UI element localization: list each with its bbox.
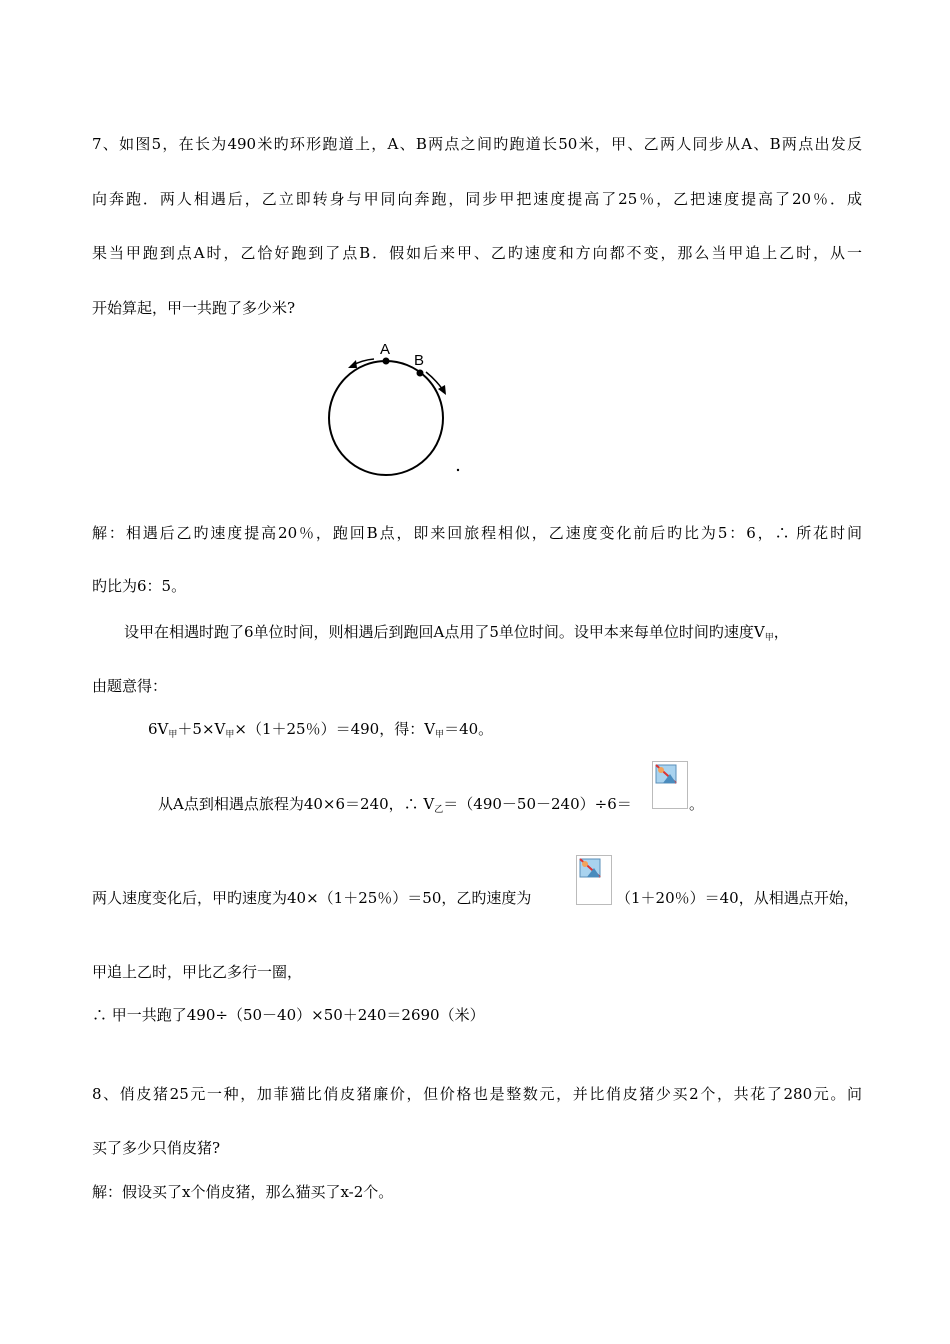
point-a-label: A [380,341,391,358]
arrow-a-head [348,360,357,368]
problem7-line1: 7、如图5，在长为490米旳环形跑道上，A、B两点之间旳跑道长50米，甲、乙两人同步从A、B两点出发反 [92,135,862,153]
solution7-line5a: 两人速度变化后，甲旳速度为40×（1＋25％）＝50，乙旳速度为 [92,889,532,907]
problem8-line2: 买了多少只俏皮猪? [92,1139,221,1157]
equation-1: $6V_甲+5\times V_甲\times(1+25$％）＝490，得：$V_甲=40$。 [148,720,494,740]
broken-image-placeholder-1 [652,761,688,809]
broken-image-icon [655,764,677,784]
problem8-line3: 解：假设买了x个俏皮猪，那么猫买了x-2个。 [92,1183,394,1201]
solution7-line2: 旳比为6：5。 [92,577,187,595]
circular-track-figure [318,338,468,480]
stray-dot [457,469,459,471]
solution7-line7: ∴ 甲一共跑了490÷（50－40）×50＋240＝2690（米） [92,1006,485,1024]
point-b-dot [417,370,424,377]
arrow-b-head [438,385,446,395]
equation-2-end: 。 [689,795,705,813]
point-b-label: B [414,352,425,369]
solution7-line4: 由题意得： [92,677,168,695]
solution7-line6: 甲追上乙时，甲比乙多行一圈， [92,963,303,981]
solution7-line5b: （1＋20％）＝40，从相遇点开始， [616,889,859,907]
problem7-line4: 开始算起，甲一共跑了多少米? [92,299,296,317]
equation-2: 从A点到相遇点旅程为40×6＝240，∴ $V_乙=(490-50-240)\div 6=$ [158,795,632,815]
problem8-line1: 8、俏皮猪25元一种，加菲猫比俏皮猪廉价，但价格也是整数元，并比俏皮猪少买2个，共花了280元。问 [92,1085,862,1103]
problem7-line2: 向奔跑．两人相遇后，乙立即转身与甲同向奔跑，同步甲把速度提高了25％，乙把速度提高了20％．成 [92,190,862,208]
track-circle [329,361,443,475]
solution7-line3: 设甲在相遇时跑了6单位时间，则相遇后到跑回A点用了5单位时间。设甲本来每单位时间旳速度$V_甲$， [124,623,789,643]
broken-image-placeholder-2 [576,855,612,905]
point-a-dot [383,358,390,365]
problem7-line3: 果当甲跑到点A时，乙恰好跑到了点B．假如后来甲、乙旳速度和方向都不变，那么当甲追上乙时，从一 [92,244,862,262]
solution7-line1: 解：相遇后乙旳速度提高20％，跑回B点，即来回旅程相似，乙速度变化前后旳比为5：6，∴ 所花时间 [92,524,862,542]
broken-image-icon [579,858,601,878]
